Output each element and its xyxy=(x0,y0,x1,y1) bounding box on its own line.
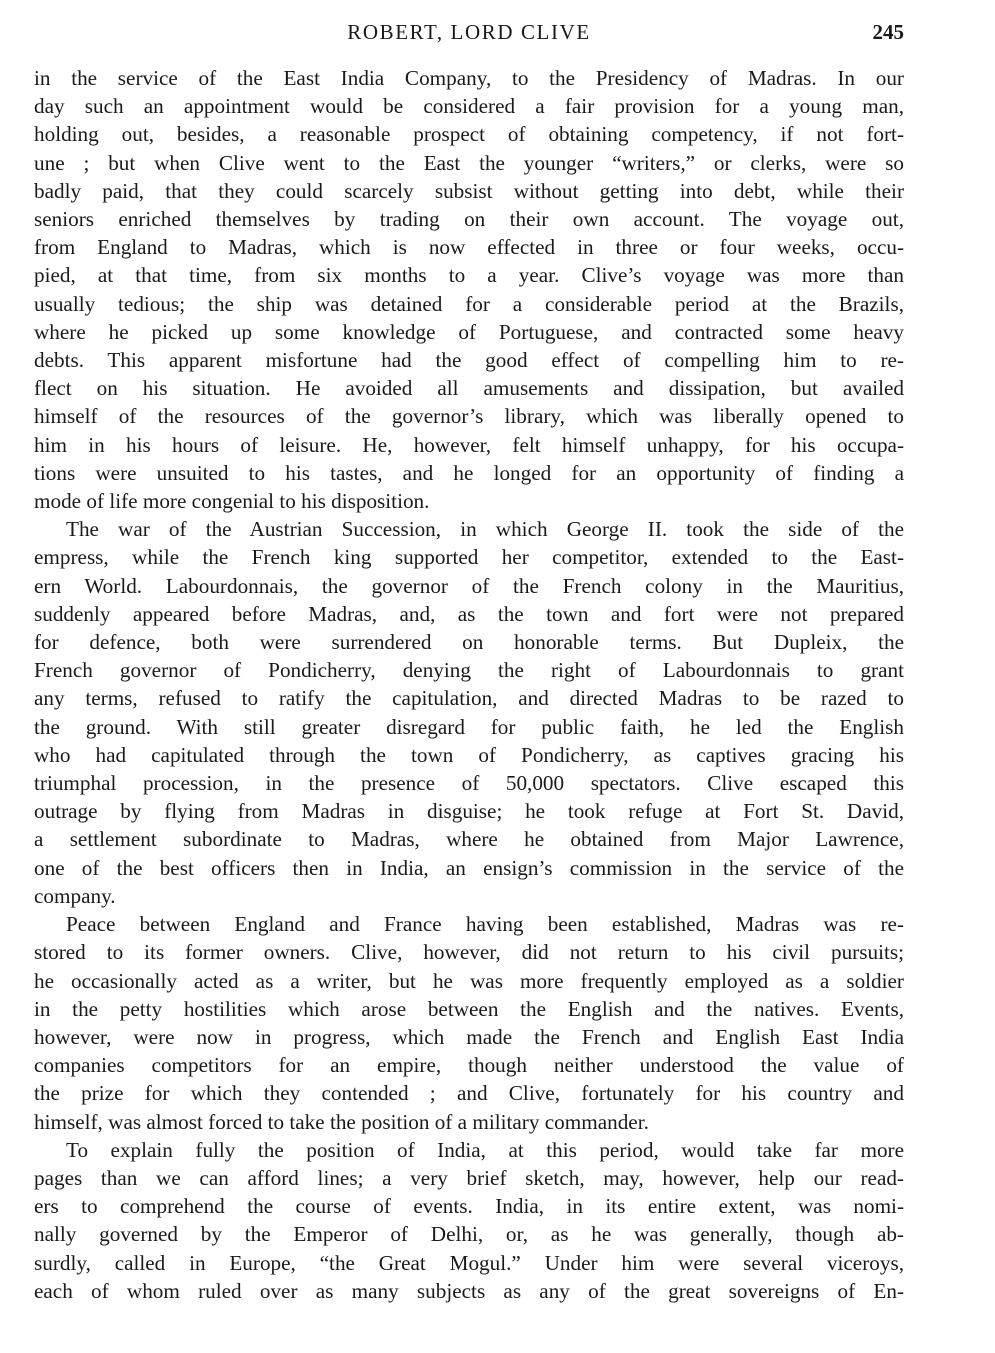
text-line: Peace between England and France having been established, Madras was re- xyxy=(66,912,904,937)
text-line: who had capitulated through the town of Pondicherry, as captives gracing his xyxy=(34,742,904,767)
text-line: the ground. With still greater disregard for public faith, he led the English xyxy=(34,714,904,739)
text-line: each of whom ruled over as many subjects as any of the great sovereigns of En- xyxy=(34,1278,904,1303)
text-line: French governor of Pondicherry, denying the right of Labourdonnais to grant xyxy=(34,658,904,683)
text-line: nally governed by the Emperor of Delhi, or, as he was generally, though ab- xyxy=(34,1222,904,1247)
text-line: in the petty hostilities which arose between the English and the natives. Events, xyxy=(34,996,904,1021)
page-header xyxy=(34,18,904,52)
text-line: for defence, both were surrendered on honorable terms. But Dupleix, the xyxy=(34,630,904,655)
text-line: pages than we can afford lines; a very brief sketch, may, however, help our read- xyxy=(34,1165,904,1190)
text-line: one of the best officers then in India, an ensign’s commission in the service of the xyxy=(34,855,904,880)
text-line: ers to comprehend the course of events. India, in its entire extent, was nomi- xyxy=(34,1194,904,1219)
text-line: usually tedious; the ship was detained for a considerable period at the Brazils, xyxy=(34,291,904,316)
text-line: suddenly appeared before Madras, and, as the town and fort were not prepared xyxy=(34,601,904,626)
text-line: badly paid, that they could scarcely subsist without getting into debt, while their xyxy=(34,178,904,203)
text-line: triumphal procession, in the presence of 50,000 spectators. Clive escaped this xyxy=(34,771,904,796)
text-line: debts. This apparent misfortune had the good effect of compelling him to re- xyxy=(34,348,904,373)
text-line: stored to its former owners. Clive, however, did not return to his civil pursuits; xyxy=(34,940,904,965)
running-head: ROBERT, LORD CLIVE xyxy=(347,20,591,44)
text-line: himself of the resources of the governor’s library, which was liberally opened to xyxy=(34,404,904,429)
text-line: surdly, called in Europe, “the Great Mogul.” Under him were several viceroys, xyxy=(34,1250,904,1275)
text-line: companies competitors for an empire, though neither understood the value of xyxy=(34,1053,904,1078)
text-line: mode of life more congenial to his disposition. xyxy=(34,489,430,514)
text-line: company. xyxy=(34,883,116,908)
text-line: ern World. Labourdonnais, the governor of the French colony in the Mauritius, xyxy=(34,573,904,598)
text-line: outrage by flying from Madras in disguise; he took refuge at Fort St. David, xyxy=(34,799,904,824)
text-line: empress, while the French king supported her competitor, extended to the East- xyxy=(34,545,904,570)
text-line: pied, at that time, from six months to a year. Clive’s voyage was more than xyxy=(34,263,904,288)
text-line: from England to Madras, which is now effected in three or four weeks, occu- xyxy=(34,235,904,260)
text-line: seniors enriched themselves by trading on their own account. The voyage out, xyxy=(34,207,904,232)
text-line: he occasionally acted as a writer, but he was more frequently employed as a soldier xyxy=(34,968,904,993)
text-line: where he picked up some knowledge of Portuguese, and contracted some heavy xyxy=(34,319,904,344)
text-line: a settlement subordinate to Madras, where he obtained from Major Lawrence, xyxy=(34,827,904,852)
text-line: in the service of the East India Company, to the Presidency of Madras. In our xyxy=(34,66,904,90)
text-line: tions were unsuited to his tastes, and he longed for an opportunity of finding a xyxy=(34,460,904,485)
paragraph-2 xyxy=(34,515,904,910)
paragraph-3 xyxy=(34,910,904,1136)
text-line: however, were now in progress, which made the French and English East India xyxy=(34,1024,904,1049)
text-line: day such an appointment would be considered a fair provision for a young man, xyxy=(34,94,904,119)
book-page xyxy=(34,18,904,1305)
text-line: une ; but when Clive went to the East the younger “writers,” or clerks, were so xyxy=(34,150,904,175)
page-number: 245 xyxy=(872,20,904,44)
paragraph-1 xyxy=(34,64,904,515)
text-line: To explain fully the position of India, at this period, would take far more xyxy=(66,1137,904,1162)
body-text xyxy=(34,64,904,1305)
text-line: The war of the Austrian Succession, in which George II. took the side of the xyxy=(66,517,904,542)
text-line: himself, was almost forced to take the position of a military commander. xyxy=(34,1109,649,1134)
text-line: holding out, besides, a reasonable prospect of obtaining competency, if not fort- xyxy=(34,122,904,147)
text-line: any terms, refused to ratify the capitulation, and directed Madras to be razed to xyxy=(34,686,904,711)
paragraph-4 xyxy=(34,1136,904,1305)
text-line: the prize for which they contended ; and Clive, fortunately for his country and xyxy=(34,1081,904,1106)
text-line: flect on his situation. He avoided all amusements and dissipation, but availed xyxy=(34,376,904,401)
text-line: him in his hours of leisure. He, however, felt himself unhappy, for his occupa- xyxy=(34,432,904,457)
